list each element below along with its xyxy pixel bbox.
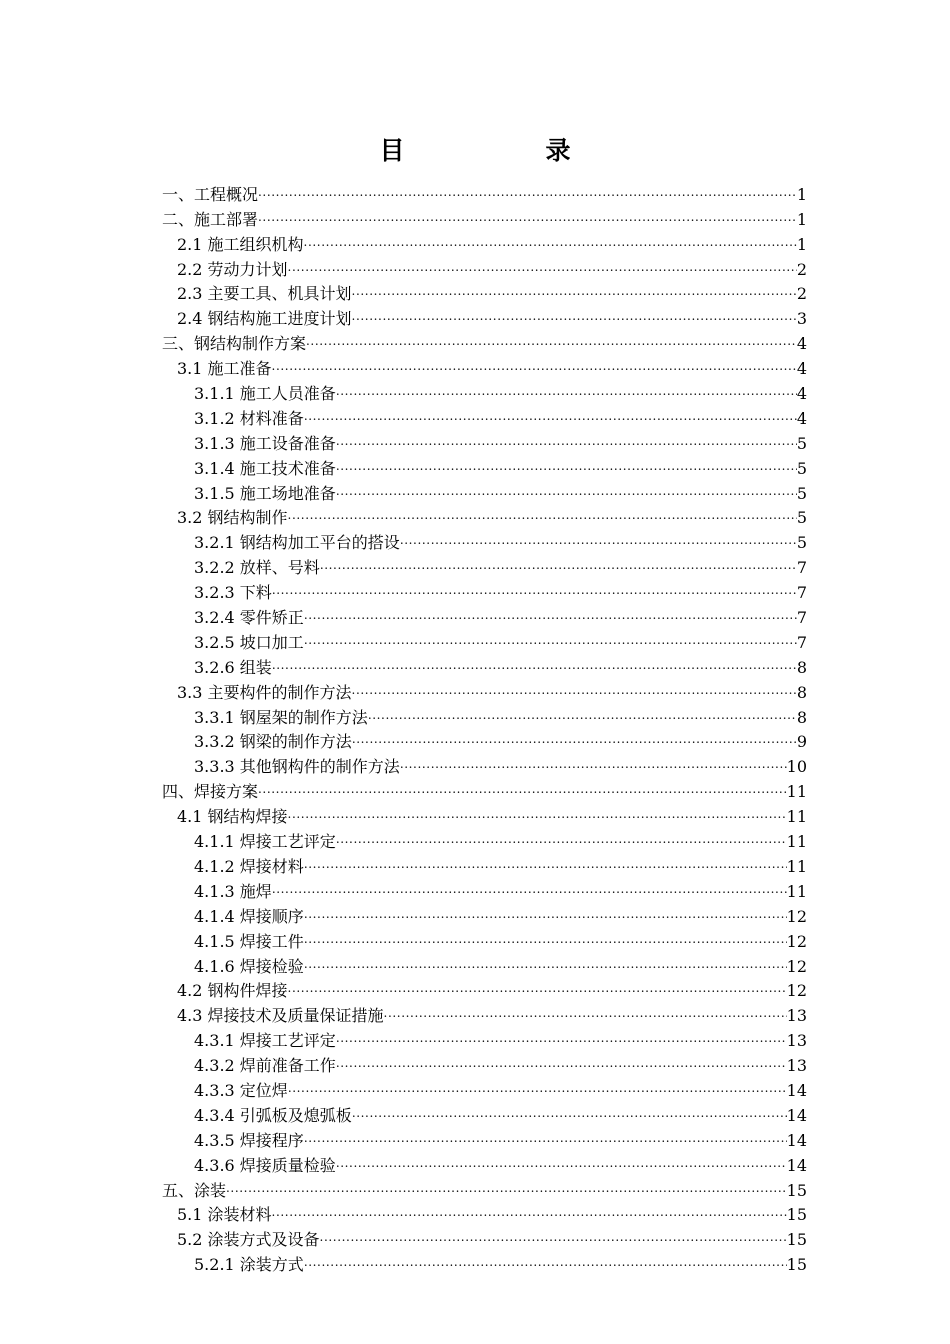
toc-entry-page-number: 11 (787, 780, 807, 805)
toc-dot-leader (336, 822, 787, 847)
toc-entry-page-number: 10 (787, 755, 807, 780)
toc-entry-label: 4.1.1 焊接工艺评定 (194, 830, 336, 855)
toc-entry-label: 4.3.5 焊接程序 (194, 1129, 304, 1154)
toc-entry[interactable] (162, 1171, 807, 1200)
toc-entry-label: 3.3 主要构件的制作方法 (177, 681, 352, 706)
toc-entry-page-number: 15 (787, 1228, 807, 1253)
toc-dot-leader (304, 847, 787, 872)
toc-entry-page-number: 13 (787, 1004, 807, 1029)
toc-entry-label: 3.1 施工准备 (177, 357, 272, 382)
toc-entry-page-number: 5 (797, 506, 807, 531)
toc-entry-page-number: 7 (797, 606, 807, 631)
toc-entry-page-number: 2 (797, 258, 807, 283)
toc-entry-page-number: 8 (797, 656, 807, 681)
toc-entry-label: 4.1.6 焊接检验 (194, 955, 304, 980)
toc-entry-page-number: 14 (787, 1129, 807, 1154)
toc-dot-leader (272, 648, 797, 673)
toc-entry-label: 4.3.4 引弧板及熄弧板 (194, 1104, 352, 1129)
toc-dot-leader (272, 1196, 787, 1221)
toc-entry-page-number: 11 (787, 830, 807, 855)
toc-dot-leader (258, 200, 797, 225)
toc-entry-label: 二、施工部署 (162, 208, 258, 233)
toc-list (162, 175, 807, 1275)
toc-dot-leader (336, 449, 797, 474)
toc-dot-leader (304, 623, 797, 648)
toc-entry-page-number: 12 (787, 955, 807, 980)
toc-entry-page-number: 13 (787, 1054, 807, 1079)
toc-entry-label: 3.1.1 施工人员准备 (194, 382, 336, 407)
toc-entry-page-number: 5 (797, 482, 807, 507)
toc-entry-page-number: 1 (797, 208, 807, 233)
toc-entry-label: 3.2.3 下料 (194, 581, 272, 606)
toc-entry-page-number: 1 (797, 233, 807, 258)
toc-entry-label: 3.1.4 施工技术准备 (194, 457, 336, 482)
toc-entry-label: 2.1 施工组织机构 (177, 233, 304, 258)
toc-entry-label: 4.3 焊接技术及质量保证措施 (177, 1004, 384, 1029)
toc-entry-label: 3.1.2 材料准备 (194, 407, 304, 432)
toc-dot-leader (336, 1046, 787, 1071)
toc-entry-label: 4.1 钢结构焊接 (177, 805, 288, 830)
toc-dot-leader (288, 1071, 787, 1096)
toc-entry-page-number: 14 (787, 1104, 807, 1129)
toc-dot-leader (336, 1146, 787, 1171)
toc-entry-label: 3.3.1 钢屋架的制作方法 (194, 706, 368, 731)
toc-entry-label: 4.3.3 定位焊 (194, 1079, 288, 1104)
toc-entry-label: 3.2.2 放样、号料 (194, 556, 320, 581)
toc-entry-label: 4.1.4 焊接顺序 (194, 905, 304, 930)
toc-dot-leader (226, 1171, 787, 1196)
toc-dot-leader (306, 324, 797, 349)
toc-entry-label: 3.3.2 钢梁的制作方法 (194, 730, 352, 755)
toc-dot-leader (352, 275, 797, 300)
toc-dot-leader (336, 374, 797, 399)
toc-entry-page-number: 14 (787, 1079, 807, 1104)
toc-entry-page-number: 7 (797, 631, 807, 656)
toc-entry-page-number: 11 (787, 880, 807, 905)
toc-entry-page-number: 12 (787, 930, 807, 955)
toc-dot-leader (320, 1220, 787, 1245)
toc-dot-leader (400, 523, 797, 548)
toc-entry-label: 五、涂装 (162, 1179, 226, 1204)
toc-entry-label: 3.2.4 零件矫正 (194, 606, 304, 631)
toc-entry-page-number: 3 (797, 307, 807, 332)
toc-entry-page-number: 5 (797, 457, 807, 482)
toc-dot-leader (368, 698, 797, 723)
toc-entry-page-number: 11 (787, 805, 807, 830)
toc-entry-page-number: 15 (787, 1203, 807, 1228)
toc-entry-page-number: 15 (787, 1253, 807, 1278)
toc-entry-page-number: 4 (797, 332, 807, 357)
toc-dot-leader (352, 673, 797, 698)
toc-dot-leader (352, 723, 797, 748)
toc-entry-page-number: 5 (797, 531, 807, 556)
toc-entry-label: 5.1 涂装材料 (177, 1203, 272, 1228)
toc-entry-label: 4.3.2 焊前准备工作 (194, 1054, 336, 1079)
toc-dot-leader (304, 399, 797, 424)
toc-dot-leader (336, 424, 797, 449)
toc-entry-page-number: 8 (797, 706, 807, 731)
toc-entry-page-number: 12 (787, 979, 807, 1004)
toc-entry-label: 4.2 钢构件焊接 (177, 979, 288, 1004)
toc-entry-page-number: 13 (787, 1029, 807, 1054)
toc-entry-label: 3.2.1 钢结构加工平台的搭设 (194, 531, 400, 556)
toc-entry-label: 5.2 涂装方式及设备 (177, 1228, 320, 1253)
toc-entry[interactable] (162, 772, 807, 802)
toc-entry[interactable] (162, 1196, 807, 1225)
toc-dot-leader (272, 573, 797, 598)
toc-dot-leader (288, 972, 787, 997)
toc-entry-label: 5.2.1 涂装方式 (194, 1253, 304, 1278)
toc-entry-page-number: 14 (787, 1154, 807, 1179)
toc-entry-label: 3.2.5 坡口加工 (194, 631, 304, 656)
toc-entry-label: 4.1.2 焊接材料 (194, 855, 304, 880)
toc-entry-page-number: 7 (797, 581, 807, 606)
toc-dot-leader (258, 772, 787, 797)
toc-dot-leader (304, 1245, 787, 1270)
toc-entry[interactable] (162, 225, 807, 254)
toc-entry-page-number: 15 (787, 1179, 807, 1204)
toc-entry-page-number: 4 (797, 357, 807, 382)
toc-dot-leader (352, 1096, 787, 1121)
toc-dot-leader (272, 872, 787, 897)
toc-dot-leader (352, 299, 797, 324)
toc-entry-page-number: 7 (797, 556, 807, 581)
toc-dot-leader (272, 349, 797, 374)
toc-entry-page-number: 4 (797, 382, 807, 407)
toc-entry-label: 4.3.1 焊接工艺评定 (194, 1029, 336, 1054)
toc-dot-leader (304, 922, 787, 947)
toc-entry-page-number: 9 (797, 730, 807, 755)
toc-entry-page-number: 4 (797, 407, 807, 432)
toc-dot-leader (320, 548, 797, 573)
toc-entry-page-number: 8 (797, 681, 807, 706)
toc-entry-label: 3.2.6 组装 (194, 656, 272, 681)
toc-dot-leader (304, 947, 787, 972)
toc-title: 目 录 (379, 136, 629, 165)
toc-entry-page-number: 5 (797, 432, 807, 457)
toc-dot-leader (384, 996, 787, 1021)
toc-entry-label: 3.1.5 施工场地准备 (194, 482, 336, 507)
toc-entry[interactable] (162, 200, 807, 229)
toc-dot-leader (288, 499, 797, 524)
toc-entry-label: 4.1.5 焊接工件 (194, 930, 304, 955)
toc-dot-leader (304, 598, 797, 623)
toc-entry-label: 4.1.3 施焊 (194, 880, 272, 905)
toc-entry-label: 4.3.6 焊接质量检验 (194, 1154, 336, 1179)
toc-entry-label: 2.3 主要工具、机具计划 (177, 282, 352, 307)
toc-dot-leader (304, 897, 787, 922)
toc-dot-leader (304, 1121, 787, 1146)
toc-entry-page-number: 1 (797, 183, 807, 208)
toc-entry-label: 一、工程概况 (162, 183, 258, 208)
toc-entry-page-number: 11 (787, 855, 807, 880)
toc-entry-page-number: 2 (797, 282, 807, 307)
toc-dot-leader (400, 747, 787, 772)
toc-entry-page-number: 12 (787, 905, 807, 930)
toc-dot-leader (336, 474, 797, 499)
toc-entry-label: 三、钢结构制作方案 (162, 332, 306, 357)
toc-entry-label: 2.4 钢结构施工进度计划 (177, 307, 352, 332)
toc-entry-label: 2.2 劳动力计划 (177, 258, 288, 283)
toc-dot-leader (304, 225, 797, 250)
toc-entry-label: 3.1.3 施工设备准备 (194, 432, 336, 457)
toc-entry[interactable] (162, 797, 807, 827)
toc-dot-leader (288, 250, 797, 275)
toc-dot-leader (258, 175, 797, 200)
toc-dot-leader (288, 797, 787, 822)
toc-entry-label: 3.2 钢结构制作 (177, 506, 288, 531)
toc-entry[interactable] (162, 175, 807, 204)
toc-dot-leader (336, 1021, 787, 1046)
toc-entry-label: 3.3.3 其他钢构件的制作方法 (194, 755, 400, 780)
toc-entry-label: 四、焊接方案 (162, 780, 258, 805)
